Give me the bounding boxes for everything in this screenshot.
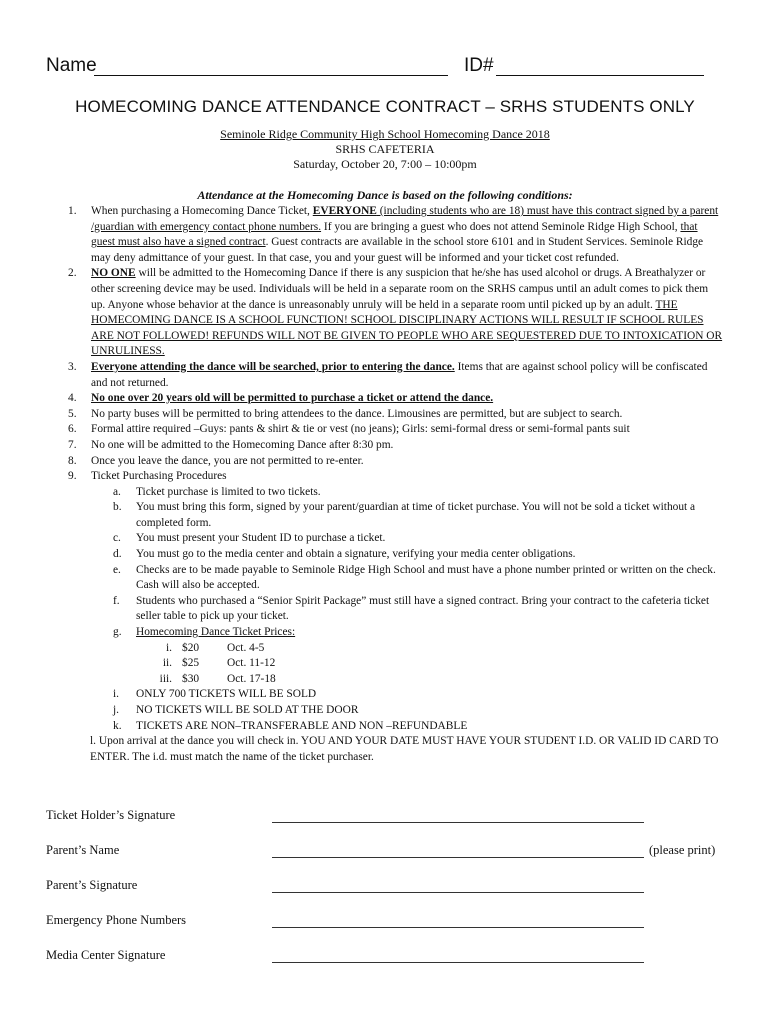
procedure-b	[0, 500, 770, 531]
price-row	[0, 641, 770, 657]
price-numeral: iii.	[159, 672, 172, 685]
item-letter: e.	[113, 563, 121, 576]
conditions-list	[0, 204, 770, 765]
item-number: 2.	[68, 267, 77, 280]
condition-3	[0, 360, 770, 391]
parent-signature-label: Parent’s Signature	[46, 878, 138, 892]
text: Ticket purchase is limited to two tickets.	[136, 485, 321, 498]
event-date-time: Saturday, October 20, 7:00 – 10:00pm	[293, 157, 477, 171]
item-number: 7.	[68, 438, 77, 451]
item-number: 8.	[68, 454, 77, 467]
text: ONLY 700 TICKETS WILL BE SOLD	[136, 688, 317, 701]
media-center-signature-field[interactable]	[272, 962, 644, 963]
price-numeral: i.	[165, 641, 172, 654]
conditions-heading: Attendance at the Homecoming Dance is based on the following conditions:	[197, 188, 573, 202]
text: Checks are to be made payable to Seminole Ridge High School and must have a phone number printed or written on the check. Cash will also be accepted.	[136, 563, 716, 592]
procedure-g	[0, 625, 770, 641]
price-amount: $30	[182, 672, 200, 685]
text: Formal attire required –Guys: pants & shirt & tie or vest (no jeans); Girls: semi-formal dress or semi-formal pants suit	[91, 423, 630, 436]
price-row	[0, 656, 770, 672]
item-number: 6.	[68, 423, 77, 436]
emergency-phone-label: Emergency Phone Numbers	[46, 913, 187, 927]
item-number: 1.	[68, 205, 77, 217]
item-letter: c.	[113, 532, 121, 545]
text: You must bring this form, signed by your parent/guardian at time of ticket purchase. You will not be sold a ticket without a completed form.	[136, 501, 696, 529]
item-letter: f.	[113, 594, 120, 607]
text: THE HOMECOMING DANCE IS A SCHOOL FUNCTION! SCHOOL DISCIPLINARY ACTIONS WILL RESULT IF SCHOOL RULES ARE NOT FOLLOWED! REFUNDS WILL NOT BE GIVEN TO PEOPLE WHO ARE SEQUESTERED DUE TO INTOXICATION OR UNRULINESS.	[91, 298, 723, 358]
page-title: HOMECOMING DANCE ATTENDANCE CONTRACT – SRHS STUDENTS ONLY	[75, 97, 695, 116]
price-row	[0, 672, 770, 688]
text: Homecoming Dance Ticket Prices:	[136, 626, 296, 639]
item-number: 5.	[68, 407, 77, 420]
id-field[interactable]	[496, 75, 704, 76]
parent-name-row	[46, 843, 736, 863]
text: If you are bringing a guest who does not attend Seminole Ridge High School,	[321, 220, 681, 233]
procedure-i	[0, 687, 770, 703]
condition-1	[0, 204, 770, 266]
procedure-j	[0, 703, 770, 719]
price-dates: Oct. 4-5	[227, 641, 265, 654]
procedure-k	[0, 719, 770, 735]
text: No one over 20 years old will be permitted to purchase a ticket or attend the dance.	[91, 392, 494, 405]
text: You must present your Student ID to purchase a ticket.	[136, 532, 386, 545]
emergency-phone-row	[46, 913, 736, 933]
ticket-holder-signature-field[interactable]	[272, 822, 644, 823]
text: When purchasing a Homecoming Dance Ticket,	[91, 205, 313, 217]
item-number: 4.	[68, 392, 77, 405]
text: TICKETS ARE NON–TRANSFERABLE AND NON –REFUNDABLE	[136, 719, 468, 732]
condition-4	[0, 391, 770, 407]
condition-9	[0, 469, 770, 485]
media-center-signature-row	[46, 948, 736, 968]
condition-6	[0, 422, 770, 438]
name-id-row	[46, 55, 726, 81]
text: Students who purchased a “Senior Spirit Package” must still have a signed contract. Bring your contract to the cafeteria ticket seller table to pick up your ticket.	[136, 594, 710, 623]
emergency-phone-field[interactable]	[272, 927, 644, 928]
item-letter: b.	[113, 501, 122, 514]
condition-8	[0, 454, 770, 470]
item-letter: d.	[113, 548, 122, 561]
price-dates: Oct. 11-12	[227, 657, 276, 670]
condition-7	[0, 438, 770, 454]
condition-2	[0, 266, 770, 360]
text: Ticket Purchasing Procedures	[91, 470, 227, 483]
item-letter: a.	[113, 485, 121, 498]
procedure-a	[0, 485, 770, 501]
parent-name-field[interactable]	[272, 857, 644, 858]
id-label: ID#	[464, 55, 494, 76]
text: l. Upon arrival at the dance you will check in. YOU AND YOUR DATE MUST HAVE YOUR STUDENT I.D. OR VALID ID CARD TO ENTER. The i.d. must match the name of the ticket purchaser.	[90, 735, 719, 763]
text: EVERYONE	[312, 205, 377, 217]
procedure-d	[0, 547, 770, 563]
name-field[interactable]	[94, 75, 448, 76]
text: that guest must also have a signed contract	[91, 220, 698, 249]
text: NO ONE	[91, 267, 136, 280]
name-label: Name	[46, 55, 97, 76]
event-name: Seminole Ridge Community High School Homecoming Dance 2018	[220, 127, 550, 141]
item-letter: j.	[113, 704, 120, 716]
procedure-f	[0, 594, 770, 625]
price-dates: Oct. 17-18	[227, 672, 276, 685]
text: No one will be admitted to the Homecoming Dance after 8:30 pm.	[91, 438, 394, 451]
text: No party buses will be permitted to bring attendees to the dance. Limousines are permitted, but are subject to search.	[91, 407, 623, 420]
text: You must go to the media center and obtain a signature, verifying your media center obligations.	[136, 548, 576, 561]
parent-signature-row	[46, 878, 736, 898]
procedure-l	[0, 734, 770, 765]
text: will be admitted to the Homecoming Dance if there is any suspicion that he/she has used alcohol or drugs. A Breathalyzer or other screening device may be used. Individuals will be held in a separate room on the SRHS campus until an adult comes to pick them up. Anyone whose behavior at the dance is unreasonably unruly will be held in a separate room until picked up by an adult.	[91, 267, 709, 311]
item-letter: i.	[113, 688, 120, 701]
text: Items that are against school policy will be confiscated and not returned.	[91, 360, 708, 389]
price-amount: $25	[182, 657, 200, 670]
text: (including students who are 18) must have this contract signed by a parent /guardian with emergency contact phone numbers.	[91, 205, 719, 233]
media-center-signature-label: Media Center Signature	[46, 948, 166, 962]
parent-name-label: Parent’s Name	[46, 843, 120, 857]
price-numeral: ii.	[162, 657, 172, 670]
procedure-c	[0, 531, 770, 547]
item-letter: g.	[113, 626, 122, 639]
text: Everyone attending the dance will be searched, prior to entering the dance.	[91, 360, 455, 373]
ticket-holder-signature-row	[46, 808, 736, 828]
text: NO TICKETS WILL BE SOLD AT THE DOOR	[136, 704, 359, 716]
procedure-e	[0, 563, 770, 594]
text: . Guest contracts are available in the school store 6101 and in Student Services. Seminole Ridge may deny admittance of your guest. In that case, you and your guest will be informed and your ticket cost refunded.	[91, 236, 704, 264]
text: Once you leave the dance, you are not permitted to re-enter.	[91, 454, 364, 467]
item-number: 3.	[68, 360, 77, 373]
event-location: SRHS CAFETERIA	[335, 142, 435, 156]
ticket-holder-signature-label: Ticket Holder’s Signature	[46, 808, 176, 822]
price-amount: $20	[182, 641, 200, 654]
item-number: 9.	[68, 470, 77, 483]
item-letter: k.	[113, 719, 122, 732]
parent-signature-field[interactable]	[272, 892, 644, 893]
please-print-note: (please print)	[649, 843, 716, 857]
condition-5	[0, 407, 770, 423]
